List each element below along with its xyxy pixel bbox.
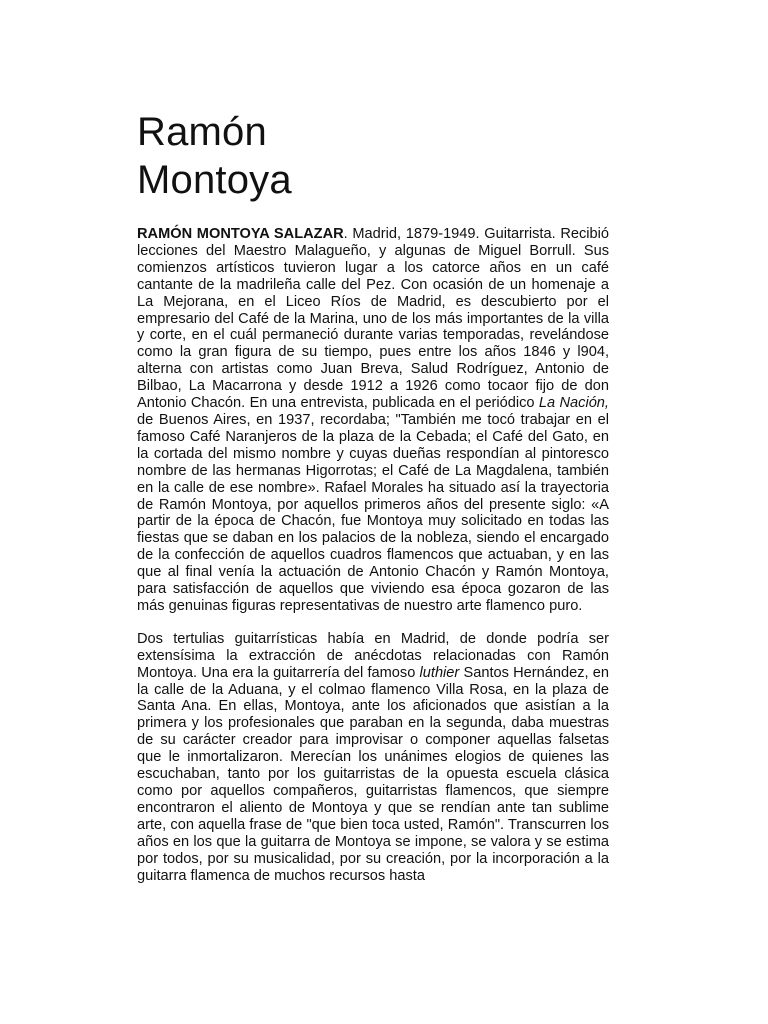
newspaper-name: La Nación, xyxy=(538,395,609,412)
document-page xyxy=(137,108,609,884)
paragraph-1-text-a: . Madrid, 1879-1949. Guitarrista. Recibió lecciones del Maestro Malagueño, y algunas de Miguel Borrull. Sus comienzos artísticos tuvieron lugar a los catorce años en un café cantante de la madrileña calle del Pez. Con ocasión de un homenaje a La Mejorana, en el Liceo Ríos de Madrid, es descubierto por el empresario del Café de la Marina, uno de los más importantes de la villa y corte, en el cuál permaneció durante varias temporadas, revelándose como la gran figura de su tiempo, pues entre los años 1846 y l904, alterna con artistas como Juan Breva, Salud Rodríguez, Antonio de Bilbao, La Macarrona y desde 1912 a 1926 como tocaor fijo de don Antonio Chacón. En una entrevista, publicada en el periódico xyxy=(137,226,609,412)
paragraph-2-text-a: Dos tertulias guitarrísticas había en Madrid, de donde podría ser extensísima la extracción de anécdotas relacionadas con Ramón Montoya. Una era la guitarrería del famoso xyxy=(137,630,609,681)
paragraph-1-text-b: de Buenos Aires, en 1937, recordaba; "También me tocó trabajar en el famoso Café Naranjeros de la plaza de la Cebada; el Café del Gato, en la cortada del mismo nombre y cuyas dueñas respondían al pintoresco nombre de las hermanas Higorrotas; el Café de La Magdalena, también en la calle de ese nombre». Rafael Morales ha situado así la trayectoria de Ramón Montoya, por aquellos primeros años del presente siglo: «A partir de la época de Chacón, fue Montoya muy solicitado en todas las fiestas que se daban en los palacios de la nobleza, siendo el encargado de la confección de aquellos cuadros flamencos que actuaban, y en las que al final venía la actuación de Antonio Chacón y Ramón Montoya, para satisfacción de aquellos que viviendo esa época gozaron de las más genuinas figuras representativas de nuestro arte flamenco puro. xyxy=(137,411,609,614)
title-line-2: Montoya xyxy=(137,158,292,202)
subject-name: RAMÓN MONTOYA SALAZAR xyxy=(137,226,344,242)
paragraph-2-text-b: Santos Hernández, en la calle de la Aduana, y el colmao flamenco Villa Rosa, en la plaza de Santa Ana. En ellas, Montoya, ante los aficionados que asistían a la primera y los profesionales que paraban en la segunda, daba muestras de su carácter creador para improvisar o componer aquellas falsetas que le inmortalizaron. Merecían los unánimes elogios de quienes las escuchaban, tanto por los guitarristas de la opuesta escuela clásica como por aquellos compañeros, guitarristas flamencos, que siempre encontraron el aliento de Montoya y que se rendían ante tan sublime arte, con aquella frase de "que bien toca usted, Ramón". Transcurren los años en los que la guitarra de Montoya se impone, se valora y se estima por todos, por su musicalidad, por su creación, por la incorporación a la guitarra flamenca de muchos recursos hasta xyxy=(137,664,610,884)
paragraph-2 xyxy=(137,631,609,885)
luthier-word: luthier xyxy=(419,664,460,681)
title-line-1: Ramón xyxy=(137,110,267,154)
page-title xyxy=(137,108,609,204)
paragraph-1 xyxy=(137,226,609,615)
